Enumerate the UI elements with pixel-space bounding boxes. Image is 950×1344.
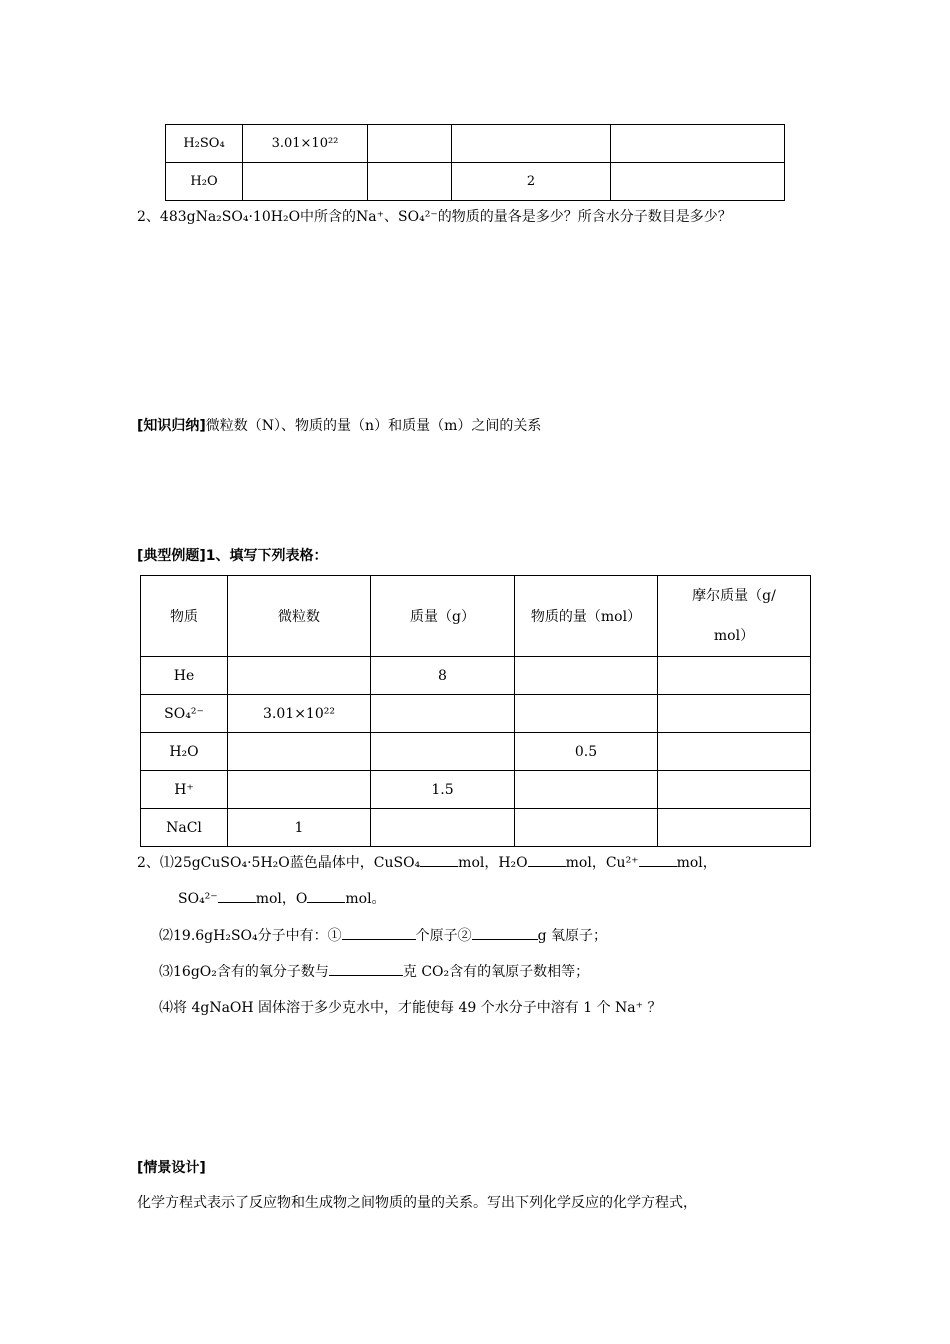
table-cell	[658, 771, 811, 809]
text: ⑵19.6gH₂SO₄分子中有：①	[159, 928, 342, 944]
table-cell	[371, 695, 515, 733]
table-cell	[371, 733, 515, 771]
header-cell: 质量（g）	[371, 576, 515, 657]
table-cell	[228, 657, 371, 695]
text: mol。	[345, 891, 386, 907]
table-cell: 1	[228, 809, 371, 847]
table-cell: 8	[371, 657, 515, 695]
table-cell	[515, 657, 658, 695]
table-cell: NaCl	[141, 809, 228, 847]
table-cell	[243, 163, 368, 201]
blank-field[interactable]	[307, 888, 345, 903]
table-cell	[515, 809, 658, 847]
table-cell: H₂O	[141, 733, 228, 771]
header-cell-line2: mol）	[713, 628, 755, 644]
text: 克 CO₂含有的氧原子数相等；	[402, 964, 590, 980]
table-cell	[658, 809, 811, 847]
question-2: 2、483gNa₂SO₄·10H₂O中所含的Na⁺、SO₄²⁻的物质的量各是多少？所含水分子数目是多少？	[137, 209, 732, 225]
blank-field[interactable]	[420, 852, 458, 867]
question-2b-part4: ⑷将 4gNaOH 固体溶于多少克水中，才能使每 49 个水分子中溶有 1 个 Na⁺ ？	[159, 1000, 662, 1016]
text: mol，O	[255, 891, 308, 907]
examples-tag: [典型例题]	[137, 548, 206, 564]
knowledge-tag: [知识归纳]	[137, 418, 206, 434]
header-cell: 微粒数	[228, 576, 371, 657]
text: mol，H₂O	[458, 855, 528, 871]
table-cell	[371, 809, 515, 847]
table-row	[141, 657, 811, 695]
table-cell: SO₄²⁻	[141, 695, 228, 733]
blank-field[interactable]	[472, 925, 538, 940]
blank-field[interactable]	[528, 852, 566, 867]
question-2b-part1	[137, 852, 717, 872]
table-cell	[228, 771, 371, 809]
blank-field[interactable]	[218, 888, 256, 903]
table-cell	[452, 125, 611, 163]
text: ⑶16gO₂含有的氧分子数与	[159, 964, 329, 980]
table-cell: 3.01×10²²	[243, 125, 368, 163]
text: SO₄²⁻	[178, 891, 218, 907]
table-cell: 0.5	[515, 733, 658, 771]
table-cell: 3.01×10²²	[228, 695, 371, 733]
table-cell: H₂SO₄	[166, 125, 243, 163]
knowledge-text: 微粒数（N）、物质的量（n）和质量（m）之间的关系	[205, 418, 542, 434]
table-row	[141, 695, 811, 733]
examples-text: 1、填写下列表格：	[205, 548, 328, 564]
top-table	[165, 124, 785, 201]
examples-heading	[137, 545, 328, 565]
table-cell	[658, 733, 811, 771]
main-table	[140, 575, 811, 847]
text: 个原子②	[415, 928, 472, 944]
table-cell	[228, 733, 371, 771]
table-row	[166, 125, 785, 163]
header-cell	[658, 576, 811, 657]
question-2b-part1-cont	[178, 888, 386, 908]
table-row	[166, 163, 785, 201]
table-cell	[611, 125, 785, 163]
knowledge-summary	[137, 415, 541, 435]
table-cell: H₂O	[166, 163, 243, 201]
table-cell	[368, 163, 452, 201]
table-cell	[368, 125, 452, 163]
text: g 氧原子；	[537, 928, 608, 944]
header-cell: 物质	[141, 576, 228, 657]
text: mol，Cu²⁺	[565, 855, 639, 871]
text: mol，	[676, 855, 717, 871]
blank-field[interactable]	[329, 961, 403, 976]
table-cell	[658, 695, 811, 733]
table-cell	[515, 695, 658, 733]
scenario-text: 化学方程式表示了反应物和生成物之间物质的量的关系。写出下列化学反应的化学方程式，	[137, 1195, 697, 1211]
table-cell: H⁺	[141, 771, 228, 809]
table-cell	[658, 657, 811, 695]
question-2b-part2	[159, 925, 607, 945]
text: 2、⑴25gCuSO₄·5H₂O蓝色晶体中，CuSO₄	[137, 855, 421, 871]
table-row	[141, 733, 811, 771]
table-cell	[515, 771, 658, 809]
blank-field[interactable]	[639, 852, 677, 867]
table-cell: 1.5	[371, 771, 515, 809]
header-cell-line1: 摩尔质量（g/	[692, 588, 776, 604]
table-cell: 2	[452, 163, 611, 201]
table-header-row	[141, 576, 811, 657]
scenario-tag: [情景设计]	[137, 1160, 206, 1176]
table-row	[141, 771, 811, 809]
header-cell: 物质的量（mol）	[515, 576, 658, 657]
table-row	[141, 809, 811, 847]
question-2b-part3	[159, 961, 589, 981]
table-cell	[611, 163, 785, 201]
blank-field[interactable]	[342, 925, 416, 940]
table-cell: He	[141, 657, 228, 695]
